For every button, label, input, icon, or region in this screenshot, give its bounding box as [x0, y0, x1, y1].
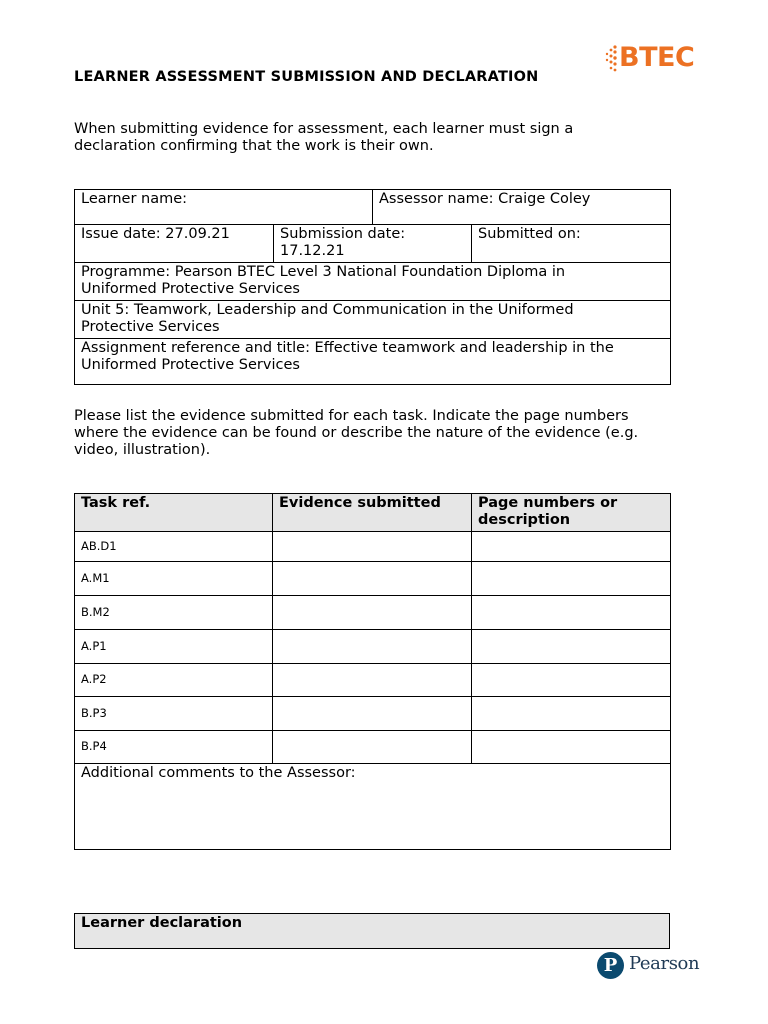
submission-date-cell — [274, 225, 472, 263]
table-row — [75, 596, 671, 630]
task-ref-cell: B.P3 — [75, 697, 273, 731]
evidence-intro-line-1: Please list the evidence submitted for each task. Indicate the page numbers — [74, 408, 629, 424]
page-numbers-cell[interactable] — [472, 532, 671, 562]
task-ref-cell: AB.D1 — [75, 532, 273, 562]
task-ref-cell: A.P1 — [75, 630, 273, 664]
table-row — [75, 664, 671, 697]
learner-declaration-heading: Learner declaration — [75, 914, 670, 949]
btec-dots-icon — [603, 43, 619, 75]
programme-cell — [75, 263, 671, 301]
submitted-on-cell[interactable]: Submitted on: — [472, 225, 671, 263]
programme-line-2: Uniformed Protective Services — [81, 281, 300, 297]
header-page-line-2: description — [478, 512, 571, 528]
learner-name-cell[interactable]: Learner name: — [75, 190, 373, 225]
comments-row — [75, 764, 671, 850]
evidence-table-header — [75, 494, 671, 532]
btec-logo-text: BTEC — [619, 42, 695, 73]
submission-date-value: 17.12.21 — [280, 243, 345, 259]
page-title: LEARNER ASSESSMENT SUBMISSION AND DECLARATION — [74, 69, 539, 85]
header-page-numbers — [472, 494, 671, 532]
intro-line-1: When submitting evidence for assessment, each learner must sign a — [74, 121, 574, 137]
intro-line-2: declaration confirming that the work is their own. — [74, 138, 434, 154]
submission-date-label: Submission date: — [280, 226, 406, 242]
programme-line-1: Programme: Pearson BTEC Level 3 National Foundation Diploma in — [81, 264, 566, 280]
page-numbers-cell[interactable] — [472, 731, 671, 764]
intro-paragraph — [74, 121, 684, 155]
info-row-names — [75, 190, 671, 225]
unit-line-1: Unit 5: Teamwork, Leadership and Communication in the Uniformed — [81, 302, 574, 318]
btec-logo — [603, 40, 698, 76]
evidence-cell[interactable] — [273, 731, 472, 764]
declaration-row — [75, 914, 670, 949]
evidence-cell[interactable] — [273, 562, 472, 596]
info-row-unit — [75, 301, 671, 339]
page-numbers-cell[interactable] — [472, 562, 671, 596]
header-page-line-1: Page numbers or — [478, 495, 618, 511]
table-row — [75, 562, 671, 596]
issue-date-cell: Issue date: 27.09.21 — [75, 225, 274, 263]
page-numbers-cell[interactable] — [472, 664, 671, 697]
table-row — [75, 731, 671, 764]
info-row-dates — [75, 225, 671, 263]
evidence-intro-paragraph — [74, 408, 684, 459]
task-ref-cell: B.M2 — [75, 596, 273, 630]
assessor-name-cell: Assessor name: Craige Coley — [373, 190, 671, 225]
unit-line-2: Protective Services — [81, 319, 220, 335]
task-ref-cell: B.P4 — [75, 731, 273, 764]
task-ref-cell: A.M1 — [75, 562, 273, 596]
pearson-wordmark: Pearson — [629, 953, 700, 974]
header-evidence: Evidence submitted — [273, 494, 472, 532]
additional-comments-cell[interactable]: Additional comments to the Assessor: — [75, 764, 671, 850]
pearson-logo — [597, 952, 707, 982]
evidence-cell[interactable] — [273, 532, 472, 562]
task-ref-cell: A.P2 — [75, 664, 273, 697]
table-row — [75, 697, 671, 731]
table-row — [75, 630, 671, 664]
assignment-line-2: Uniformed Protective Services — [81, 357, 300, 373]
evidence-intro-line-2: where the evidence can be found or describe the nature of the evidence (e.g. — [74, 425, 639, 441]
info-row-assignment — [75, 339, 671, 385]
evidence-cell[interactable] — [273, 596, 472, 630]
assignment-cell — [75, 339, 671, 385]
declaration-table — [74, 913, 670, 949]
page-numbers-cell[interactable] — [472, 697, 671, 731]
table-row — [75, 532, 671, 562]
assignment-line-1: Assignment reference and title: Effective teamwork and leadership in the — [81, 340, 614, 356]
evidence-table — [74, 493, 671, 850]
header-task-ref: Task ref. — [75, 494, 273, 532]
info-table — [74, 189, 671, 385]
evidence-cell[interactable] — [273, 697, 472, 731]
info-row-programme — [75, 263, 671, 301]
page-numbers-cell[interactable] — [472, 596, 671, 630]
evidence-cell[interactable] — [273, 664, 472, 697]
unit-cell — [75, 301, 671, 339]
page-numbers-cell[interactable] — [472, 630, 671, 664]
evidence-intro-line-3: video, illustration). — [74, 442, 211, 458]
evidence-cell[interactable] — [273, 630, 472, 664]
pearson-mark-icon: P — [597, 952, 624, 979]
